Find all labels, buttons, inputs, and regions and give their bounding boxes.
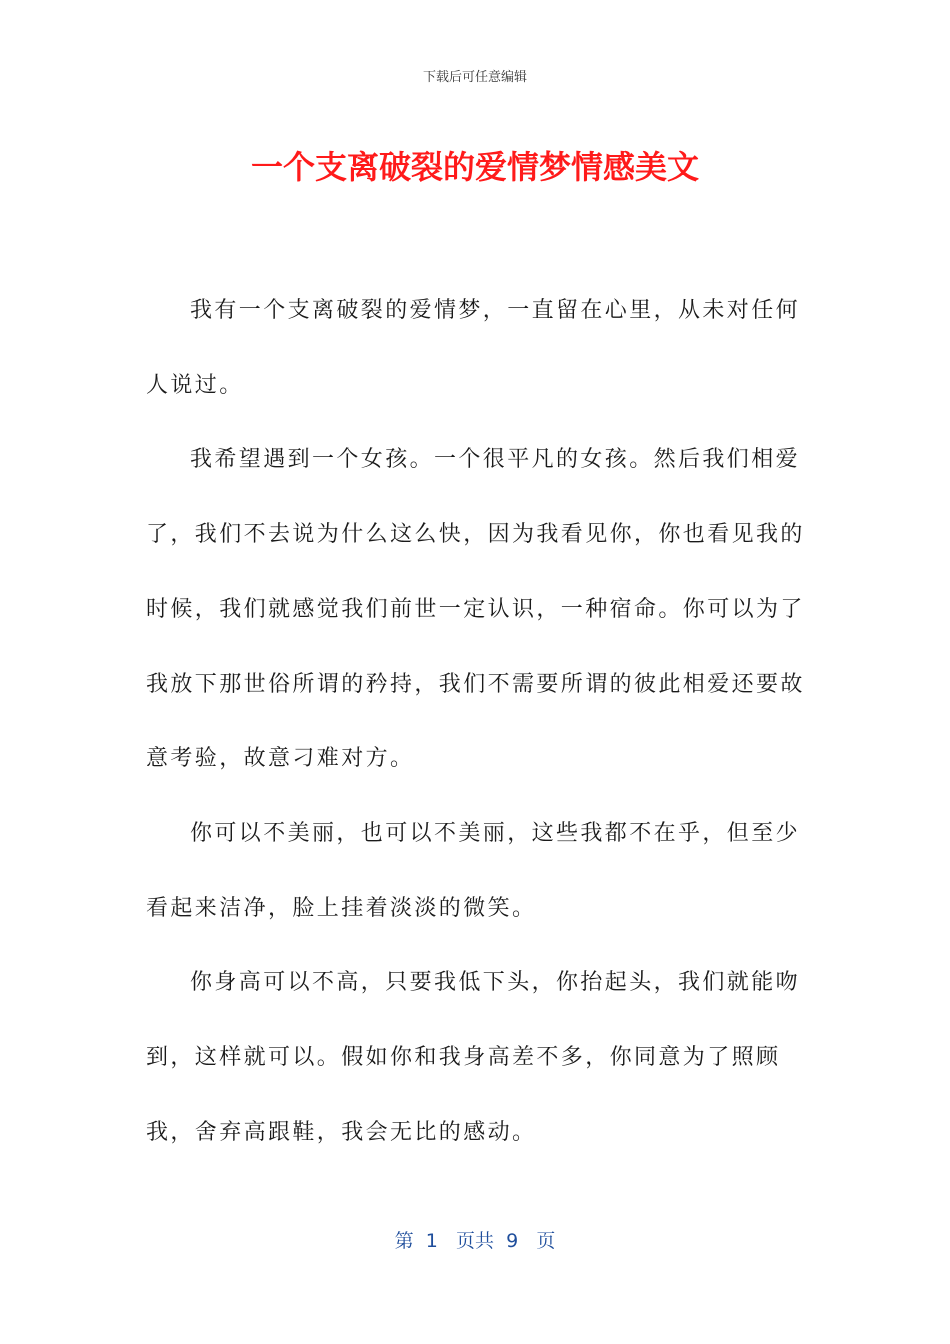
- footer-prefix: 第: [394, 1230, 414, 1252]
- page-footer: [0, 1226, 950, 1253]
- footer-total-pages: 9: [506, 1230, 519, 1252]
- header-note: 下载后可任意编辑: [422, 70, 527, 85]
- document-title: 一个支离破裂的爱情梦情感美文: [250, 148, 699, 186]
- footer-suffix: 页: [536, 1230, 556, 1252]
- footer-middle: 页共: [455, 1230, 494, 1252]
- paragraph-3: 你可以不美丽，也可以不美丽，这些我都不在乎，但至少看起来洁净，脸上挂着淡淡的微笑。: [146, 820, 801, 921]
- document-body: [146, 274, 810, 1170]
- paragraph-2: 我希望遇到一个女孩。一个很平凡的女孩。然后我们相爱了，我们不去说为什么这么快，因为我看见你，你也看见我的时候，我们就感觉我们前世一定认识，一种宿命。你可以为了我放下那世俗所谓的矜持，我们不需要所谓的彼此相爱还要故意考验，故意刁难对方。: [146, 447, 805, 772]
- footer-current-page: 1: [425, 1230, 438, 1252]
- paragraph-1: 我有一个支离破裂的爱情梦，一直留在心里，从未对任何人说过。: [146, 298, 801, 398]
- paragraph-4: 你身高可以不高，只要我低下头，你抬起头，我们就能吻到，这样就可以。假如你和我身高差不多，你同意为了照顾我，舍弃高跟鞋，我会无比的感动。: [146, 970, 801, 1145]
